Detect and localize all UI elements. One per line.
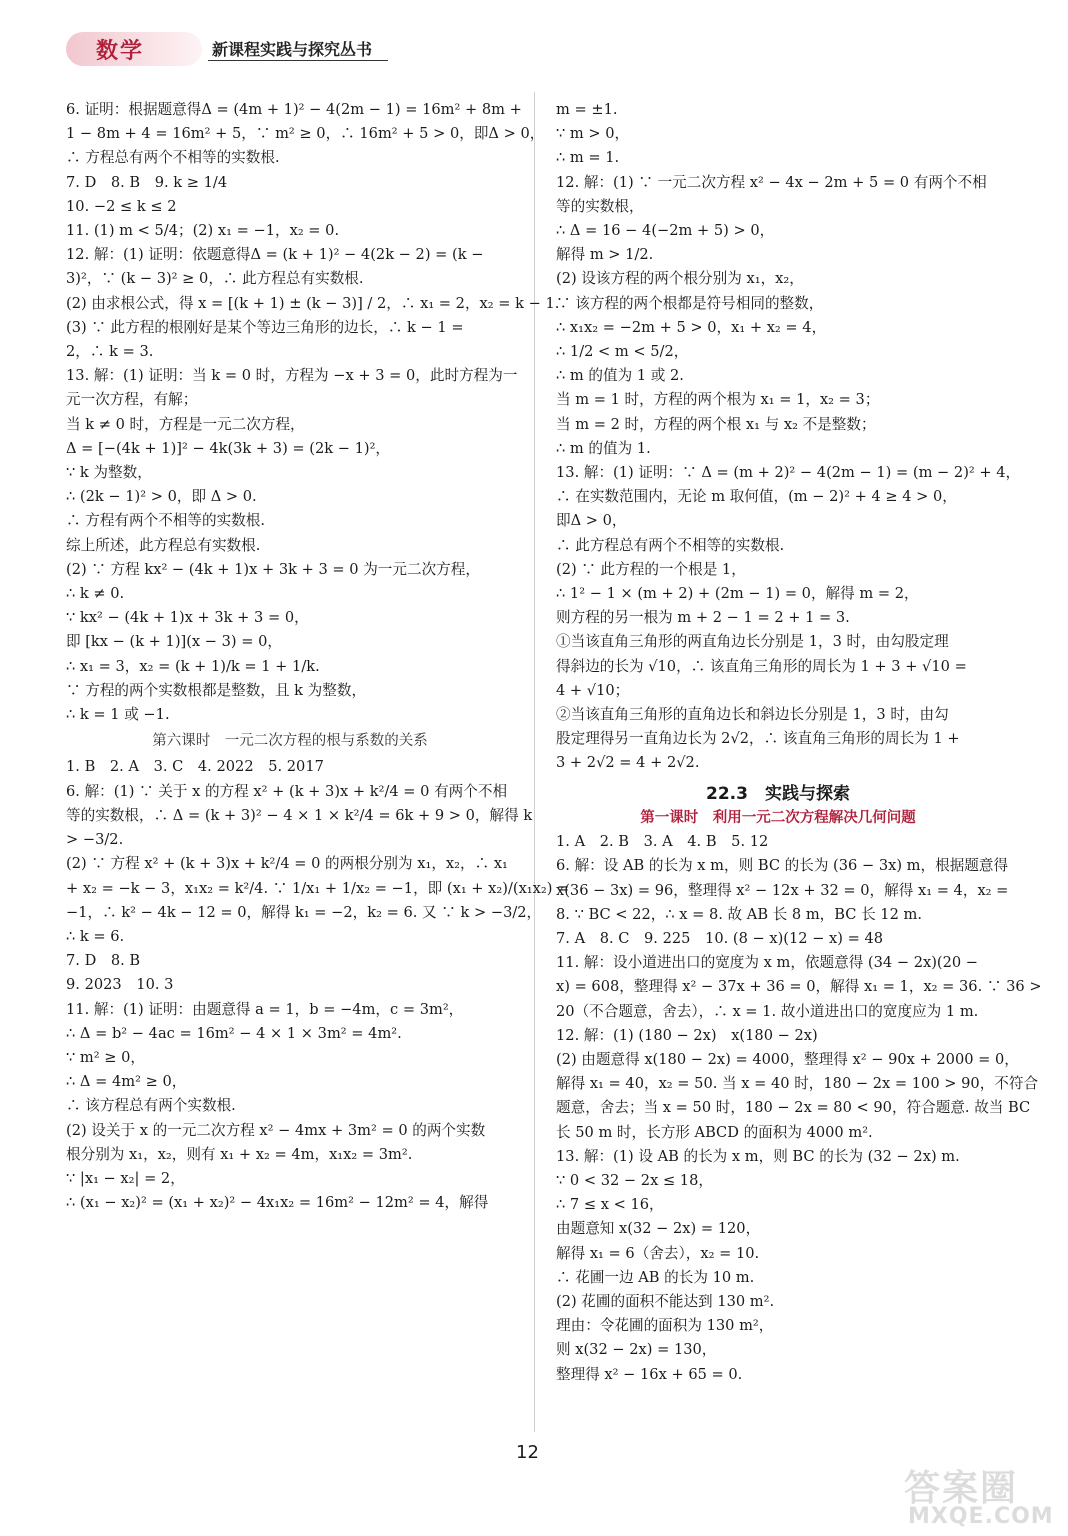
answer-line: ∴ 花圃一边 AB 的长为 10 m. (556, 1268, 755, 1286)
answer-line: ∴ 方程总有两个不相等的实数根. (66, 149, 280, 167)
answer-line: 12. 解：(1) 证明：依题意得Δ = (k + 1)² − 4(2k − 2) = (k − (66, 246, 484, 264)
answer-line: 则方程的另一根为 m + 2 − 1 = 2 + 1 = 3. (556, 609, 850, 627)
answer-line: ∵ m² ≥ 0， (66, 1048, 145, 1066)
answer-line: ∴ (2k − 1)² > 0，即 Δ > 0. (66, 488, 257, 506)
answer-line: 则 x(32 − 2x) = 130， (556, 1341, 717, 1359)
answer-line: ∴ 方程有两个不相等的实数根. (66, 512, 265, 530)
section-title-22-3: 22.3 实践与探索 (706, 783, 850, 804)
answer-line: 长 50 m 时，长方形 ABCD 的面积为 4000 m². (556, 1123, 873, 1141)
answer-line: (2) ∵ 此方程的一个根是 1， (556, 560, 746, 578)
answer-line: 13. 解：(1) 证明：∵ Δ = (m + 2)² − 4(2m − 1) = (m − 2)² + 4， (556, 464, 1021, 482)
answer-line: ∴ k = 1 或 −1. (66, 706, 170, 724)
answer-line: 6. 解：(1) ∵ 关于 x 的方程 x² + (k + 3)x + k²/4 = 0 有两个不相 (66, 782, 508, 800)
answer-line: Δ = [−(4k + 1)]² − 4k(3k + 3) = (2k − 1)²， (66, 439, 391, 457)
answer-line: ∴ x₁x₂ = −2m + 5 > 0，x₁ + x₂ = 4， (556, 318, 827, 336)
answer-line: (3) ∵ 此方程的根刚好是某个等边三角形的边长，∴ k − 1 = (66, 318, 464, 336)
answer-line: 7. A 8. C 9. 225 10. (8 − x)(12 − x) = 48 (556, 929, 884, 947)
answer-line: ∴ k = 6. (66, 927, 125, 945)
answer-line: ∴ x₁ = 3，x₂ = (k + 1)/k = 1 + 1/k. (66, 657, 320, 675)
answer-line: 7. D 8. B 9. k ≥ 1/4 (66, 173, 228, 191)
answer-line: 解得 x₁ = 40，x₂ = 50. 当 x = 40 时，180 − 2x = 100 > 90，不符合 (556, 1075, 1039, 1093)
answer-line: 3)²，∵ (k − 3)² ≥ 0，∴ 此方程总有实数根. (66, 270, 364, 288)
answer-line: ∵ 方程的两个实数根都是整数，且 k 为整数， (66, 681, 367, 699)
section-subtitle-lesson1: 第一课时 利用一元二次方程解决几何问题 (640, 809, 916, 826)
answer-line: 当 m = 1 时，方程的两个根为 x₁ = 1，x₂ = 3； (556, 391, 880, 409)
answer-line: 元一次方程，有解； (66, 391, 198, 409)
answer-line: ∴ 7 ≤ x < 16， (556, 1196, 664, 1214)
answer-line: 1. B 2. A 3. C 4. 2022 5. 2017 (66, 758, 324, 776)
answer-line: ∴ Δ = b² − 4ac = 16m² − 4 × 1 × 3m² = 4m². (66, 1024, 402, 1042)
answer-line: 股定理得另一直角边长为 2√2，∴ 该直角三角形的周长为 1 + (556, 730, 960, 748)
answer-line: (2) 由题意得 x(180 − 2x) = 4000，整理得 x² − 90x + 2000 = 0， (556, 1050, 1019, 1068)
answer-line: (2) 花圃的面积不能达到 130 m². (556, 1292, 775, 1310)
answer-line: 1. A 2. B 3. A 4. B 5. 12 (556, 833, 769, 851)
answer-line: 即 [kx − (k + 1)](x − 3) = 0， (66, 633, 283, 651)
answer-line: ②当该直角三角形的直角边长和斜边长分别是 1，3 时，由勾 (556, 706, 949, 724)
answer-line: 6. 解：设 AB 的长为 x m，则 BC 的长为 (36 − 3x) m，根据题意得 (556, 857, 1009, 875)
watermark-logo: 答案圈 (904, 1468, 1019, 1509)
answer-line: 11. (1) m < 5/4；(2) x₁ = −1，x₂ = 0. (66, 222, 340, 240)
answer-line: ∵ |x₁ − x₂| = 2， (66, 1169, 185, 1187)
section-title-lesson6: 第六课时 一元二次方程的根与系数的关系 (152, 733, 428, 750)
answer-line: m = ±1. (556, 101, 618, 118)
subject-badge (66, 32, 202, 66)
page-header (66, 30, 396, 72)
answer-line: 得斜边的长为 √10，∴ 该直角三角形的周长为 1 + 3 + √10 = (556, 657, 967, 675)
header-underline (208, 60, 388, 61)
answer-line: 3 + 2√2 = 4 + 2√2. (556, 754, 700, 772)
answer-line: ∴ k ≠ 0. (66, 585, 125, 603)
answer-line: 2，∴ k = 3. (66, 343, 154, 361)
answer-line: 当 m = 2 时，方程的两个根 x₁ 与 x₂ 不是整数； (556, 415, 876, 433)
answer-line: ①当该直角三角形的两直角边长分别是 1，3 时，由勾股定理 (556, 633, 949, 651)
answer-line: ∵ kx² − (4k + 1)x + 3k + 3 = 0， (66, 609, 309, 627)
watermark (896, 1460, 1056, 1530)
answer-line: 4 + √10； (556, 681, 630, 699)
answer-line: ∵ m > 0， (556, 125, 630, 143)
subject-label: 数学 (96, 39, 145, 64)
answer-line: 8. ∵ BC < 22，∴ x = 8. 故 AB 长 8 m，BC 长 12 m. (556, 905, 922, 923)
answer-line: 整理得 x² − 16x + 65 = 0. (556, 1365, 743, 1383)
answer-line: + x₂ = −k − 3，x₁x₂ = k²/4. ∵ 1/x₁ + 1/x₂ = −1，即 (x₁ + x₂)/(x₁x₂) = (66, 879, 570, 897)
answer-line: ∴ Δ = 4m² ≥ 0， (66, 1073, 187, 1091)
left-column (66, 98, 570, 1215)
series-title: 新课程实践与探究丛书 (212, 40, 373, 59)
answer-line: 根分别为 x₁，x₂，则有 x₁ + x₂ = 4m，x₁x₂ = 3m². (66, 1145, 413, 1163)
answer-line: (2) ∵ 方程 x² + (k + 3)x + k²/4 = 0 的两根分别为 x₁，x₂，∴ x₁ (66, 855, 508, 873)
answer-line: 解得 m > 1/2. (556, 246, 654, 264)
answer-line: ∴ 在实数范围内，无论 m 取何值，(m − 2)² + 4 ≥ 4 > 0， (556, 488, 957, 506)
answer-line: 综上所述，此方程总有实数根. (66, 536, 261, 554)
answer-line: ∴ 此方程总有两个不相等的实数根. (556, 536, 785, 554)
answer-line: 12. 解：(1) (180 − 2x) x(180 − 2x) (556, 1026, 818, 1044)
answer-line: (2) ∵ 方程 kx² − (4k + 1)x + 3k + 3 = 0 为一元二次方程， (66, 560, 480, 578)
answer-line: (2) 设关于 x 的一元二次方程 x² − 4mx + 3m² = 0 的两个实数 (66, 1121, 486, 1139)
answer-line: 由题意知 x(32 − 2x) = 120， (556, 1220, 761, 1238)
answer-line: ∴ m 的值为 1 或 2. (556, 367, 684, 385)
answer-line: 13. 解：(1) 证明：当 k = 0 时，方程为 −x + 3 = 0，此时方程为一 (66, 367, 518, 385)
answer-line: 7. D 8. B (66, 952, 141, 970)
right-column (556, 98, 1042, 1387)
answer-line: 等的实数根， (556, 197, 644, 215)
answer-line: x(36 − 3x) = 96，整理得 x² − 12x + 32 = 0，解得 x₁ = 4，x₂ = (556, 881, 1009, 899)
answer-line: 20（不合题意，舍去），∴ x = 1. 故小道进出口的宽度应为 1 m. (556, 1002, 979, 1020)
answer-line: ∴ 1/2 < m < 5/2， (556, 343, 689, 361)
answer-line: ∵ 该方程的两个根都是符号相同的整数， (556, 294, 824, 312)
answer-line: 1 − 8m + 4 = 16m² + 5，∵ m² ≥ 0，∴ 16m² + 5 > 0，即Δ > 0， (66, 125, 545, 143)
answer-line: 13. 解：(1) 设 AB 的长为 x m，则 BC 的长为 (32 − 2x) m. (556, 1147, 960, 1165)
page-number: 12 (516, 1442, 539, 1463)
answer-line: ∵ k 为整数， (66, 464, 152, 482)
answer-line: ∴ m 的值为 1. (556, 439, 651, 457)
answer-line: ∴ m = 1. (556, 149, 620, 167)
answer-line: ∵ 0 < 32 − 2x ≤ 18， (556, 1171, 713, 1189)
answer-line: 当 k ≠ 0 时，方程是一元二次方程， (66, 415, 305, 433)
answer-line: ∴ (x₁ − x₂)² = (x₁ + x₂)² − 4x₁x₂ = 16m² − 12m² = 4，解得 (66, 1194, 489, 1212)
answer-line: 题意，舍去；当 x = 50 时，180 − 2x = 80 < 90，符合题意. 故当 BC (556, 1099, 1031, 1117)
watermark-url: MXQE.COM (908, 1504, 1054, 1529)
answer-line: x) = 608，整理得 x² − 37x + 36 = 0，解得 x₁ = 1，x₂ = 36. ∵ 36 > (556, 978, 1042, 996)
answer-line: 等的实数根，∴ Δ = (k + 3)² − 4 × 1 × k²/4 = 6k + 9 > 0，解得 k (66, 806, 533, 824)
answer-line: (2) 由求根公式，得 x = [(k + 1) ± (k − 3)] / 2，∴ x₁ = 2，x₂ = k − 1. (66, 294, 560, 312)
answer-line: −1，∴ k² − 4k − 12 = 0，解得 k₁ = −2，k₂ = 6. 又 ∵ k > −3/2， (66, 903, 542, 921)
column-divider (534, 92, 535, 1432)
answer-line: 6. 证明：根据题意得Δ = (4m + 1)² − 4(2m − 1) = 16m² + 8m + (66, 101, 522, 118)
answer-line: 12. 解：(1) ∵ 一元二次方程 x² − 4x − 2m + 5 = 0 有两个不相 (556, 173, 987, 191)
answer-line: 10. −2 ≤ k ≤ 2 (66, 197, 177, 215)
right-answers-part2 (556, 830, 1042, 1387)
answer-line: 即Δ > 0， (556, 512, 627, 530)
left-answers-part1 (66, 98, 560, 727)
answer-line: 11. 解：(1) 证明：由题意得 a = 1，b = −4m，c = 3m²， (66, 1000, 464, 1018)
answer-line: ∴ Δ = 16 − 4(−2m + 5) > 0， (556, 222, 775, 240)
answer-line: (2) 设该方程的两个根分别为 x₁，x₂， (556, 270, 804, 288)
answer-line: > −3/2. (66, 831, 124, 849)
answer-line: 11. 解：设小道进出口的宽度为 x m，依题意得 (34 − 2x)(20 − (556, 954, 979, 972)
answer-line: 理由：令花圃的面积为 130 m²， (556, 1317, 774, 1335)
answer-line: 9. 2023 10. 3 (66, 976, 174, 994)
left-answers-part2 (66, 755, 570, 1215)
answer-line: 解得 x₁ = 6（舍去），x₂ = 10. (556, 1244, 760, 1262)
answer-line: ∴ 1² − 1 × (m + 2) + (2m − 1) = 0，解得 m = 2， (556, 585, 919, 603)
right-answers-part1 (556, 98, 1021, 776)
answer-line: ∴ 该方程总有两个实数根. (66, 1097, 236, 1115)
